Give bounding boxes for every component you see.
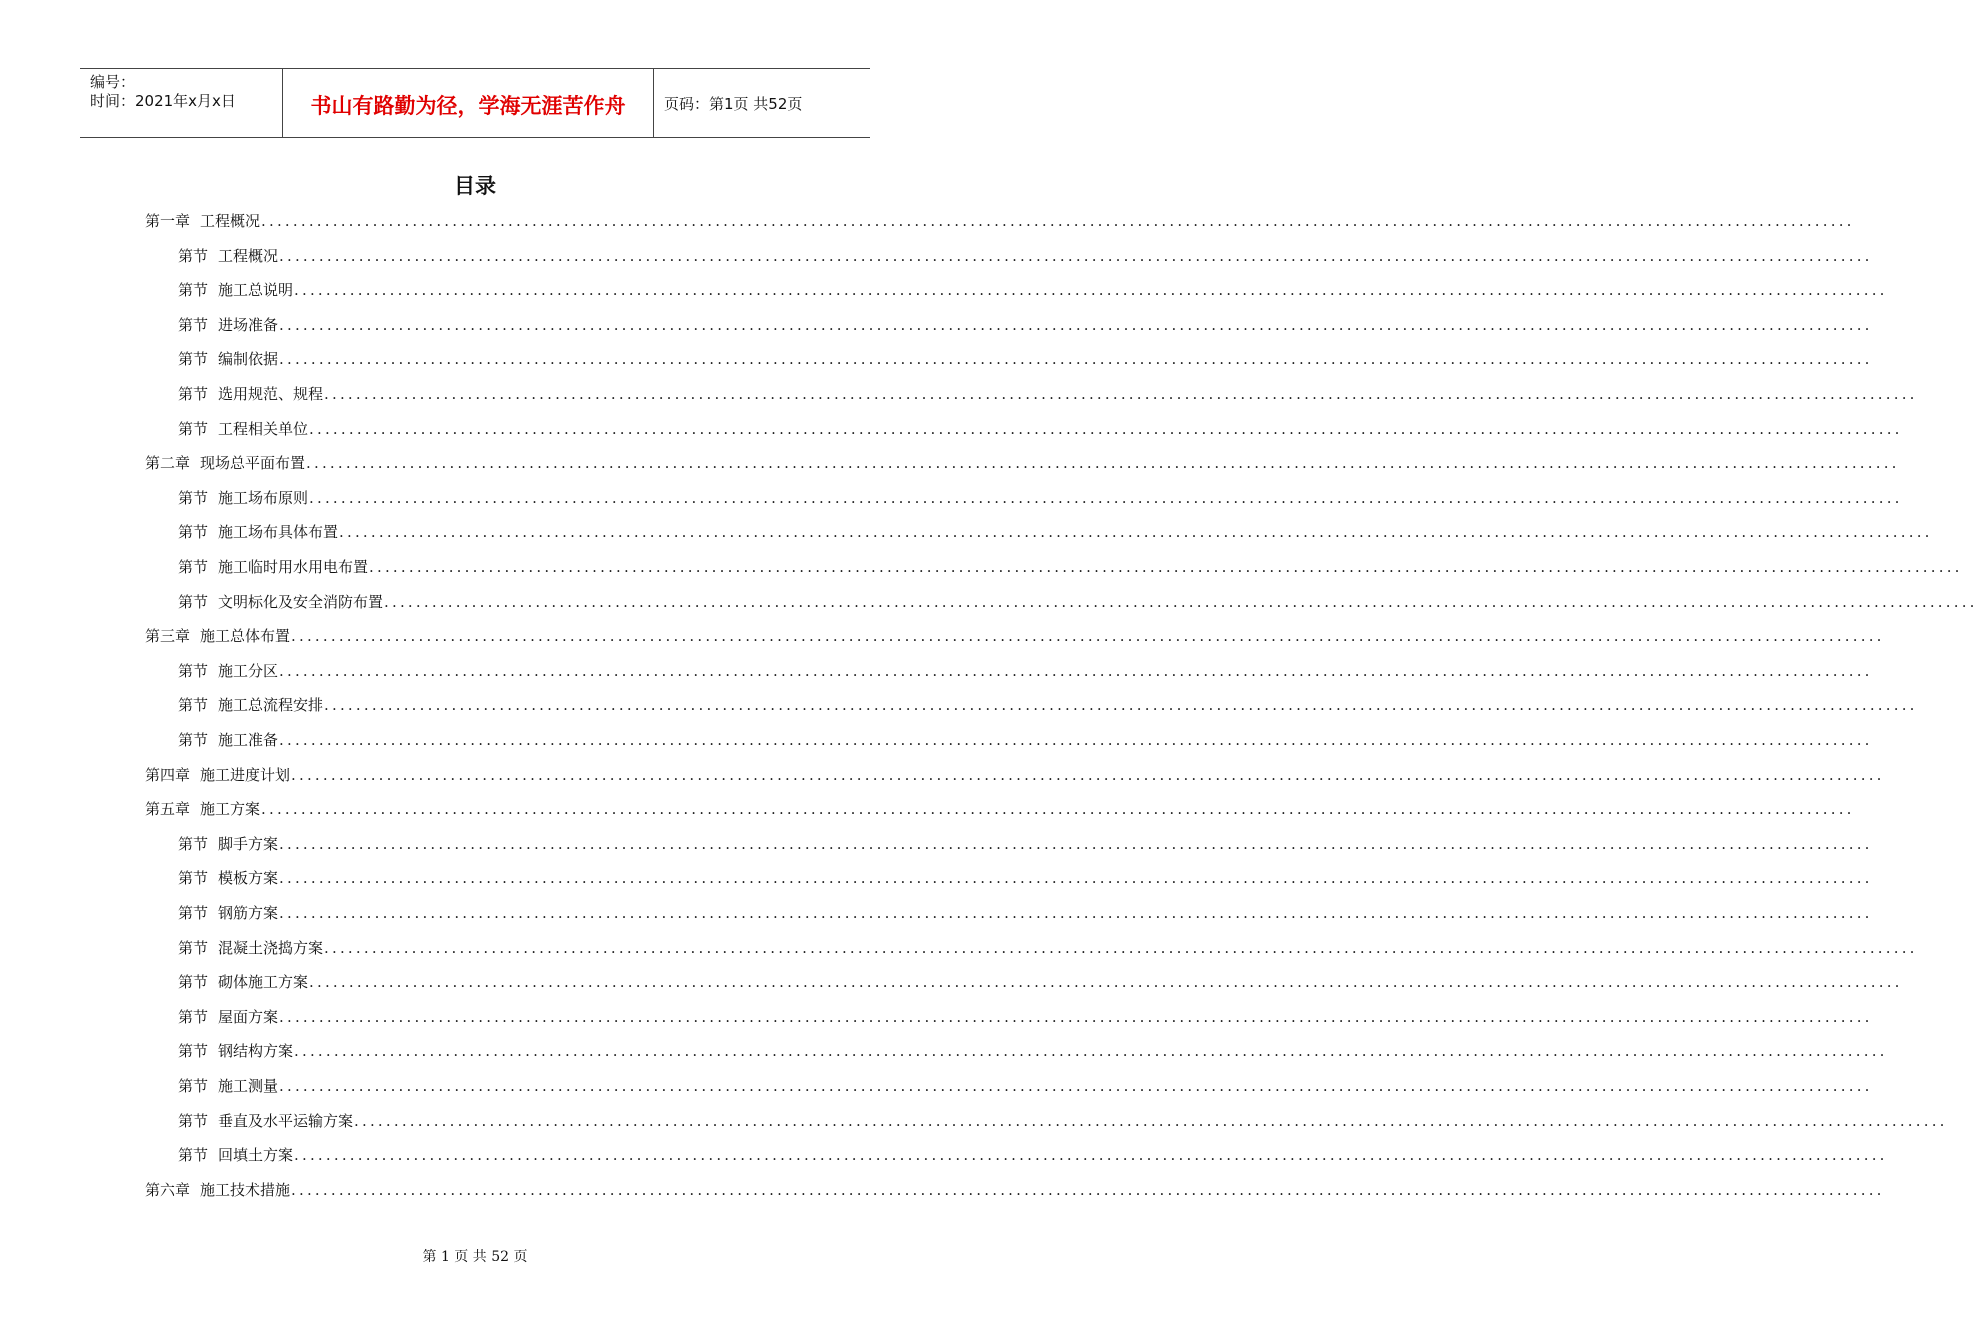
toc-leader-dots: ........................................................................................................................................................................................................ [309,488,1903,507]
toc-leader-dots: ........................................................................................................................................................................................................ [279,246,1873,265]
toc-entry-number: 第节 [178,350,209,369]
toc-entry-number: 第节 [178,419,209,438]
toc-entry-title: 施工总说明 [218,281,294,300]
toc-leader-dots: ........................................................................................................................................................................................................ [369,558,1963,576]
toc-leader-dots: ........................................................................................................................................................................................................ [324,696,1918,715]
toc-entry-number: 第节 [178,1077,209,1095]
toc-entry-title: 施工进度计划 [200,765,291,784]
toc-entry-number: 第一章 [145,212,191,230]
toc-entry[interactable] [178,1006,1873,1028]
header-page-info: 页码：第1页 共52页 [664,94,803,113]
toc-entry-number: 第节 [178,938,209,957]
toc-entry[interactable] [178,521,1933,543]
toc-entry-number: 第节 [178,281,209,300]
toc-entry[interactable] [178,314,1873,336]
toc-entry[interactable] [178,1144,1888,1166]
toc-entry-title: 砌体施工方案 [218,973,309,992]
toc-entry[interactable] [178,245,1873,267]
toc-entry-number: 第节 [178,1146,209,1165]
toc-entry-title: 编制依据 [218,350,279,369]
toc-entry-number: 第节 [178,592,209,611]
toc-entry-number: 第节 [178,315,209,334]
header-left-cell [80,69,282,137]
toc-entry-title: 施工技术措施 [200,1180,291,1199]
toc-entry[interactable] [145,1179,1885,1201]
toc-leader-dots: ........................................................................................................................................................................................................ [306,454,1900,473]
toc-leader-dots: ........................................................................................................................................................................................................ [261,800,1855,819]
header-slogan: 书山有路勤为径，学海无涯苦作舟 [282,69,654,137]
toc-entry[interactable] [178,1110,1948,1132]
toc-leader-dots: ........................................................................................................................................................................................................ [354,1111,1948,1130]
toc-leader-dots: ........................................................................................................................................................................................................ [324,385,1918,403]
toc-entry[interactable] [145,764,1885,786]
toc-leader-dots: ........................................................................................................................................................................................................ [384,592,1978,611]
toc-entry[interactable] [178,729,1873,751]
doc-number-label: 编号： [90,73,136,91]
toc-entry-number: 第节 [178,661,209,680]
toc-entry-title: 施工测量 [218,1077,279,1095]
toc-entry[interactable] [178,1075,1873,1097]
toc-entry[interactable] [145,210,1855,232]
toc-entry[interactable] [145,452,1900,474]
toc-entry-number: 第三章 [145,627,191,646]
toc-leader-dots: ........................................................................................................................................................................................................ [291,1180,1885,1199]
toc-entry[interactable] [178,694,1918,716]
toc-entry-number: 第四章 [145,765,191,784]
toc-entry-number: 第二章 [145,454,191,473]
toc-leader-dots: ........................................................................................................................................................................................................ [339,523,1933,542]
toc-entry-title: 垂直及水平运输方案 [218,1111,354,1130]
toc-entry-title: 混凝土浇捣方案 [218,938,324,957]
toc-entry-title: 屋面方案 [218,1007,279,1026]
toc-entry-title: 选用规范、规程 [218,385,324,403]
toc-leader-dots: ........................................................................................................................................................................................................ [279,869,1873,888]
toc-entry-number: 第节 [178,696,209,715]
toc-entry-title: 进场准备 [218,315,279,334]
toc-leader-dots: ........................................................................................................................................................................................................ [279,661,1873,680]
toc-entry-number: 第节 [178,869,209,888]
toc-entry-title: 钢结构方案 [218,1042,294,1061]
toc-entry-title: 文明标化及安全消防布置 [218,592,384,611]
toc-leader-dots: ........................................................................................................................................................................................................ [309,419,1903,438]
toc-entry-number: 第节 [178,488,209,507]
toc-entry-number: 第节 [178,973,209,992]
toc-entry[interactable] [178,660,1873,682]
toc-entry-title: 回填土方案 [218,1146,294,1165]
toc-entry-number: 第节 [178,385,209,403]
toc-entry-number: 第节 [178,834,209,853]
toc-leader-dots: ........................................................................................................................................................................................................ [291,627,1885,646]
toc-entry-title: 工程概况 [218,246,279,265]
toc-entry[interactable] [178,279,1888,301]
toc-entry-title: 工程概况 [200,212,261,230]
toc-entry-number: 第节 [178,523,209,542]
toc-entry[interactable] [178,902,1873,924]
toc-leader-dots: ........................................................................................................................................................................................................ [279,834,1873,853]
toc-entry[interactable] [178,971,1903,993]
toc-leader-dots: ........................................................................................................................................................................................................ [279,315,1873,334]
toc-entry-title: 钢筋方案 [218,904,279,922]
toc-leader-dots: ........................................................................................................................................................................................................ [309,973,1903,992]
toc-entry-number: 第六章 [145,1180,191,1199]
toc-leader-dots: ........................................................................................................................................................................................................ [279,350,1873,369]
toc-entry-title: 施工临时用水用电布置 [218,558,369,576]
toc-leader-dots: ........................................................................................................................................................................................................ [279,731,1873,749]
toc-entry-title: 施工总体布置 [200,627,291,646]
toc-entry[interactable] [178,833,1873,855]
toc-entry[interactable] [178,418,1903,440]
toc-entry-title: 施工场布原则 [218,488,309,507]
toc-leader-dots: ........................................................................................................................................................................................................ [294,1042,1888,1061]
toc-leader-dots: ........................................................................................................................................................................................................ [279,904,1873,922]
toc-entry-number: 第节 [178,1042,209,1061]
toc-entry-title: 工程相关单位 [218,419,309,438]
toc-entry[interactable] [178,487,1903,509]
toc-leader-dots: ........................................................................................................................................................................................................ [291,765,1885,784]
toc-entry[interactable] [178,937,1918,959]
toc-leader-dots: ........................................................................................................................................................................................................ [324,938,1918,957]
toc-entry[interactable] [178,383,1918,405]
toc-entry-number: 第节 [178,558,209,576]
toc-entry-number: 第节 [178,904,209,922]
toc-entry-title: 施工方案 [200,800,261,819]
toc-entry[interactable] [178,348,1873,370]
toc-entry-title: 施工总流程安排 [218,696,324,715]
toc-entry-number: 第节 [178,246,209,265]
toc-entry-number: 第节 [178,1111,209,1130]
toc-entry-number: 第五章 [145,800,191,819]
page-header [80,68,870,138]
date-label: 时间：2021年x月x日 [90,92,236,110]
toc-leader-dots: ........................................................................................................................................................................................................ [294,281,1888,300]
toc-entry[interactable] [145,798,1855,820]
toc-entry[interactable] [145,625,1885,647]
toc-entry-title: 模板方案 [218,869,279,888]
toc-leader-dots: ........................................................................................................................................................................................................ [279,1007,1873,1026]
toc-entry[interactable] [178,556,1963,578]
toc-entry[interactable] [178,1040,1888,1062]
toc-leader-dots: ........................................................................................................................................................................................................ [261,212,1855,230]
toc-entry[interactable] [178,867,1873,889]
toc-entry[interactable] [178,591,1978,613]
toc-entry-title: 脚手方案 [218,834,279,853]
toc-title: 目录 [454,174,496,198]
toc-leader-dots: ........................................................................................................................................................................................................ [294,1146,1888,1165]
toc-entry-title: 施工场布具体布置 [218,523,339,542]
toc-entry-number: 第节 [178,731,209,749]
toc-leader-dots: ........................................................................................................................................................................................................ [279,1077,1873,1095]
toc-entry-title: 施工准备 [218,731,279,749]
toc-entry-title: 现场总平面布置 [200,454,306,473]
toc-entry-number: 第节 [178,1007,209,1026]
page-footer: 第 1 页 共 52 页 [422,1249,528,1265]
toc-entry-title: 施工分区 [218,661,279,680]
